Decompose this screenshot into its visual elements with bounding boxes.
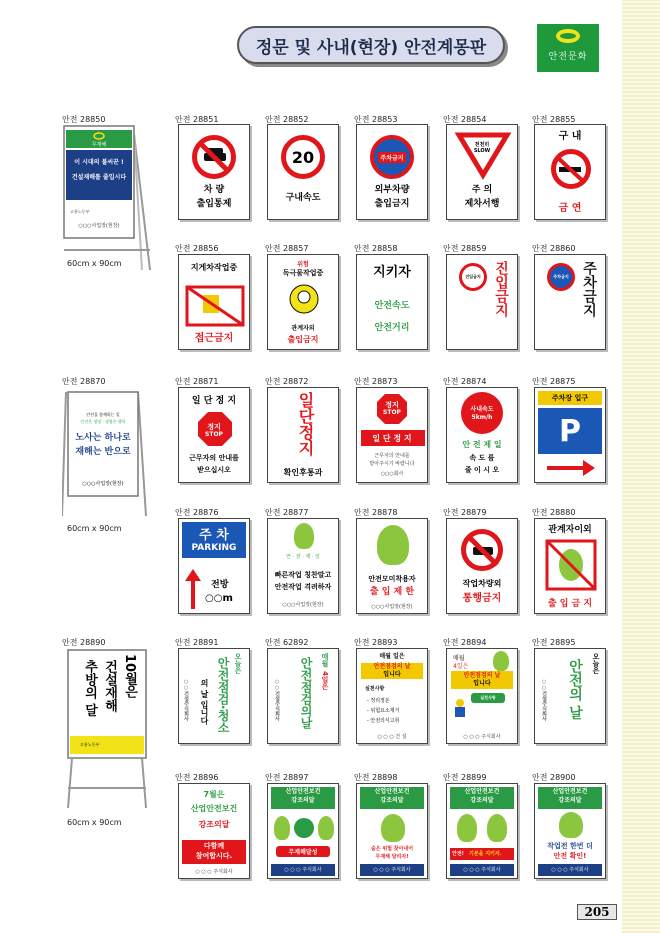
worker-mascot-icon [559, 812, 583, 838]
product-code: 안전 28857 [265, 244, 309, 253]
product-code: 안전 28893 [354, 638, 398, 647]
product-code: 안전 28878 [354, 508, 398, 517]
stand-line: 10월은 [122, 654, 137, 699]
sign-text: 안전속도 [374, 301, 410, 311]
sign-28856[interactable] [178, 254, 250, 350]
worker-mascot-icon [274, 816, 290, 840]
sign-text: 4일은 [453, 663, 469, 670]
sign-text: 일 단 정 지 [372, 434, 412, 443]
sign-text: 접근금지 [194, 333, 234, 344]
stand-sign-28870[interactable] [62, 388, 152, 536]
stand-line: 안전을 함께하는 일 [86, 412, 120, 417]
product-code: 안전 28856 [175, 244, 219, 253]
sign-28857[interactable] [267, 254, 339, 350]
sign-28875[interactable] [534, 387, 606, 483]
sign-62892[interactable] [267, 648, 339, 744]
product-code: 안전 28879 [443, 508, 487, 517]
sign-28874[interactable] [446, 387, 518, 483]
product-code: 안전 28851 [175, 115, 219, 124]
parking-icon: P [538, 408, 602, 454]
sign-text: 안전점검의날 [299, 657, 313, 729]
sign-text: 매월 [453, 655, 465, 662]
sign-28893[interactable] [356, 648, 428, 744]
sign-text: 줄 이 시 오 [464, 466, 500, 474]
no-parking-icon: 주차금지 [547, 263, 575, 291]
product-code: 안전 62892 [265, 638, 309, 647]
sign-text: 출 입 제 한 [369, 587, 415, 597]
sign-text: ○ ○ ○ 주식회사 [463, 734, 501, 740]
product-code: 안전 28876 [175, 508, 219, 517]
stand-line: 건설재해 [102, 660, 117, 712]
sign-28860[interactable] [534, 254, 606, 350]
sign-text: ○○건설주식회사 [274, 679, 280, 721]
sign-text: - 정리정돈 [367, 698, 390, 704]
product-code: 안전 28880 [532, 508, 576, 517]
product-code: 안전 28891 [175, 638, 219, 647]
sign-text: 산업안전보건 [464, 788, 500, 795]
sign-text: 금 연 [558, 203, 582, 214]
sign-text: - 안전의식고취 [367, 718, 400, 724]
sign-text: 출입금지 [287, 335, 319, 344]
stand-line: ○○○사업장(현장) [82, 481, 124, 487]
worker-mascot-icon [457, 814, 477, 842]
worker-mascot-icon [318, 816, 334, 840]
product-code: 안전 28873 [354, 377, 398, 386]
sign-text: ○ ○ ○ 주식회사 [360, 864, 424, 876]
no-entry-icon: 진입금지 [459, 263, 487, 291]
sign-text: 통행금지 [462, 593, 502, 604]
sign-text: 안전거리 [374, 323, 410, 333]
sign-text: 의 날 입니다 [200, 679, 209, 725]
product-code: 안전 28897 [265, 773, 309, 782]
product-code: 안전 28898 [354, 773, 398, 782]
sign-text: 작업차량외 [462, 579, 502, 588]
sign-text: 산업안전보건 [190, 804, 238, 813]
stand-line: 재해는 반으로 [75, 447, 131, 457]
sign-text: 안 전 제 일 [462, 440, 502, 449]
right-decorative-stripe [622, 0, 660, 933]
sign-28891[interactable] [178, 648, 250, 744]
product-code: 안전 28899 [443, 773, 487, 782]
sign-28900[interactable] [534, 783, 606, 879]
sign-text: STOP [205, 431, 223, 438]
sign-28855[interactable] [534, 124, 606, 220]
sign-text: - 위험요소제거 [367, 708, 400, 714]
product-code: 안전 28890 [62, 638, 106, 647]
logo-ring-icon [556, 29, 580, 43]
shapes-icon [447, 649, 518, 744]
product-code: 안전 28872 [265, 377, 309, 386]
sign-text: 안전! [452, 851, 464, 857]
sign-text: 제차서행 [464, 199, 500, 209]
slow-triangle-icon [447, 125, 518, 185]
sign-text: 정지 [385, 401, 399, 409]
sign-28880[interactable] [534, 518, 606, 614]
sign-text: 7월은 [203, 790, 225, 799]
sign-text: 오늘은 [234, 653, 242, 674]
product-code: 안전 28852 [265, 115, 309, 124]
sign-text: 안 · 전 · 제 · 일 [286, 554, 320, 560]
page-number: 205 [577, 904, 617, 920]
sign-text: 구내속도 [285, 193, 321, 203]
sign-text: ○○건설주식회사 [541, 679, 547, 721]
product-code: 안전 28894 [443, 638, 487, 647]
size-label: 60cm x 90cm [67, 524, 122, 533]
sign-text: 지키자 [373, 265, 411, 280]
size-label: 60cm x 90cm [67, 259, 122, 268]
product-code: 안전 28858 [354, 244, 398, 253]
sign-text: 일단정지 [296, 392, 315, 456]
sign-text: 관계자이외 [548, 525, 592, 535]
sign-text: 주차장 입구 [538, 391, 602, 405]
sign-text: 속 도 를 [469, 454, 495, 462]
sign-text: STOP [383, 409, 401, 416]
product-code: 안전 28896 [175, 773, 219, 782]
brand-logo [537, 24, 599, 72]
sign-28859[interactable] [446, 254, 518, 350]
sign-text: 실천사항 [471, 693, 505, 703]
sign-text: 강조의달 [470, 797, 494, 804]
sign-28853[interactable] [356, 124, 428, 220]
sign-text: ○ ○ ○ 주식회사 [538, 864, 602, 876]
stand-line: 추방의 달 [82, 660, 97, 717]
sign-text: 진입금지 [493, 261, 509, 317]
page-title: 정문 및 사내(현장) 안전계몽판 [237, 26, 505, 64]
sign-text: 관계자외 [291, 325, 315, 332]
stand-sign-28890[interactable] [62, 648, 152, 796]
sign-text: 근무자의 안내를 [189, 454, 239, 462]
sign-28852[interactable] [267, 124, 339, 220]
sign-28854[interactable] [446, 124, 518, 220]
no-parking-icon: 주차금지 [370, 135, 414, 179]
sign-text: 기본을 지키자. [469, 851, 502, 857]
sign-text: 주차금지 [581, 261, 597, 317]
sign-28897[interactable] [267, 783, 339, 879]
sign-text: 독극물작업중 [282, 269, 324, 277]
sign-text: 안전모미착용자 [368, 575, 416, 583]
sign-text: 강조의달 [198, 820, 230, 829]
product-code: 안전 28871 [175, 377, 219, 386]
sign-text: ○ ○ ○ 주식회사 [271, 864, 335, 876]
sign-28896[interactable] [178, 783, 250, 879]
product-code: 안전 28900 [532, 773, 576, 782]
product-code: 안전 28855 [532, 115, 576, 124]
stand-line: 안전은 생명 · 생명은 행복 [80, 419, 126, 424]
sign-text: 주 의 [471, 185, 493, 195]
sign-text: 무재해 달리자! [375, 854, 409, 860]
sign-text: 작업전 한번 더 [547, 842, 593, 850]
product-code: 안전 28875 [532, 377, 576, 386]
sign-text: ○ ○ ○ 건 설 [377, 734, 407, 740]
stand-line: 이 시대의 불씨꾼 ! [74, 159, 124, 166]
sign-text: 구 내 [558, 131, 582, 142]
sign-text: 매월 [321, 653, 329, 667]
sign-28873[interactable] [356, 387, 428, 483]
sign-text: 참여합시다. [195, 852, 233, 860]
sign-text: ○○○사업장(현장) [371, 604, 413, 610]
sign-28899[interactable] [446, 783, 518, 879]
stand-line: 건설재해를 줄입시다 [71, 174, 127, 181]
sign-text: 지게차작업중 [190, 263, 238, 272]
stand-footer: 고용노동부 [80, 742, 100, 747]
sign-28895[interactable] [534, 648, 606, 744]
sign-text: 출입통제 [196, 199, 232, 209]
sign-text: ○○○회사 [380, 471, 404, 477]
sign-text: 입니다 [383, 671, 401, 678]
sign-text: 실천사항 [365, 686, 385, 692]
sign-text: 강조의달 [291, 797, 315, 804]
sign-text: ○ ○ ○ 주식회사 [195, 869, 233, 875]
sign-text: 산업안전보건 [374, 788, 410, 795]
sign-text: 안전점검의 날 [373, 663, 411, 670]
sign-text: 일 단 정 지 [191, 396, 237, 406]
product-code: 안전 28853 [354, 115, 398, 124]
product-code: 안전 28850 [62, 115, 106, 124]
sign-text: 매월 일은 [379, 653, 405, 660]
product-code: 안전 28895 [532, 638, 576, 647]
sign-28858[interactable] [356, 254, 428, 350]
worker-mascot-icon [294, 523, 314, 549]
worker-mascot-icon [381, 814, 405, 842]
sign-text: SLOW [473, 148, 491, 154]
sign-text: 안전의 날 [567, 659, 583, 720]
product-code: 안전 28859 [443, 244, 487, 253]
sign-text: 안전작업 격려하자 [274, 583, 332, 591]
product-code: 안전 28870 [62, 377, 106, 386]
sign-text: 산업안전보건 [285, 788, 321, 795]
sign-text: 차 량 [203, 185, 225, 195]
sign-text: PARKING [191, 543, 237, 553]
product-code: 안전 28860 [532, 244, 576, 253]
stand-line: 무재해 [91, 142, 107, 148]
sign-28878[interactable] [356, 518, 428, 614]
size-label: 60cm x 90cm [67, 818, 122, 827]
sign-text: 주 차 [199, 528, 229, 543]
speed-circle-icon [461, 392, 503, 434]
sign-text: 빠른작업 칭찬말고 [274, 571, 332, 579]
sign-text: ○○건설주식회사 [183, 679, 189, 721]
sign-text: 외부차량 [374, 185, 410, 195]
sign-text: 전방 [211, 580, 229, 590]
sign-text: 강조의달 [558, 797, 582, 804]
sign-28871[interactable] [178, 387, 250, 483]
sign-text: 받으십시오 [197, 466, 231, 474]
sign-text: 출입금지 [374, 199, 410, 209]
sign-text: 근무자의 안내를 [374, 453, 410, 459]
sign-28898[interactable] [356, 783, 428, 879]
speed-limit-icon: 20 [281, 135, 325, 179]
sign-28894[interactable] [446, 648, 518, 744]
stand-line: 노사는 하나로 [75, 433, 131, 443]
sign-text: 무재해달성 [276, 846, 330, 857]
sign-text: 정지 [207, 423, 221, 431]
sign-text: 4일은 [321, 671, 329, 690]
arrow-right-icon [535, 388, 606, 483]
sign-text: 산업안전보건 [552, 788, 588, 795]
sign-28877[interactable] [267, 518, 339, 614]
stand-footer: 고용노동부 [70, 209, 90, 214]
sign-text: 오늘은 [592, 653, 600, 674]
sign-text: 위험 [297, 261, 309, 268]
sign-28851[interactable] [178, 124, 250, 220]
sign-text: 받아주시기 바랍니다 [369, 461, 415, 467]
sign-28872[interactable] [267, 387, 339, 483]
sign-28879[interactable] [446, 518, 518, 614]
sign-text: 5km/h [471, 414, 493, 421]
worker-mascot-icon [487, 814, 507, 842]
logo-label: 안전문화 [548, 52, 588, 62]
green-cross-icon [294, 818, 314, 838]
sign-text: 천천히 [474, 142, 490, 148]
sign-text: 다함께 [203, 842, 225, 850]
stand-sign-28850[interactable] [62, 124, 152, 272]
sign-text: 확인후통과 [283, 468, 323, 477]
sign-text: 안전점검·청소 [216, 657, 230, 734]
sign-text: 강조의달 [380, 797, 404, 804]
stand-line: ○○○사업장(현장) [78, 223, 120, 229]
product-code: 안전 28854 [443, 115, 487, 124]
sign-text: 사내속도 [470, 406, 494, 413]
sign-28876[interactable] [178, 518, 250, 614]
sign-text: 입니다 [473, 680, 491, 687]
product-code: 안전 28877 [265, 508, 309, 517]
sign-text: 숨은 위험 찾아내어 [370, 846, 414, 852]
sign-text: ○○○사업장(현장) [282, 602, 324, 608]
sign-text: 안전 확인! [553, 852, 587, 860]
sign-text: ○○m [205, 593, 233, 604]
product-code: 안전 28874 [443, 377, 487, 386]
sign-text: ○ ○ ○ 주식회사 [450, 864, 514, 876]
sign-text: 안전점검의 날 [463, 672, 501, 679]
worker-mascot-icon [377, 525, 409, 565]
sign-text: 출 입 금 지 [547, 599, 593, 609]
